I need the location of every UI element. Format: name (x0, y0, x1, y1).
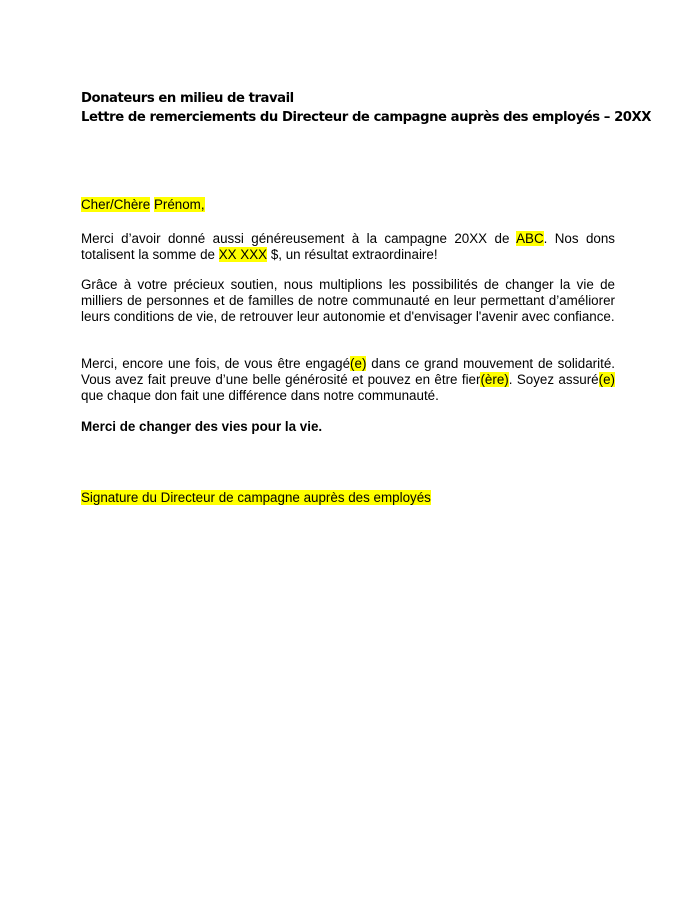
header-line-1: Donateurs en milieu de travail (81, 91, 294, 106)
paragraph1-text-a: Merci d’avoir donné aussi généreusement à la campagne 20XX de (81, 231, 517, 246)
paragraph1-text-c: $, un résultat extraordinaire! (267, 247, 438, 262)
salutation-greeting: Cher/Chère (81, 197, 151, 212)
gender-suffix-3: (e) (598, 372, 615, 387)
salutation (81, 197, 615, 213)
paragraph-impact: Grâce à votre précieux soutien, nous multiplions les possibilités de changer la vie de milliers de personnes et de familles de notre communauté en leur permettant d’améliorer leurs conditions de vie, de retrouver leur autonomie et d'envisager l'avenir avec confiance. (81, 277, 615, 324)
organization-placeholder: ABC (516, 231, 544, 246)
paragraph3-text-b: dans ce grand mouvement de solidarité. Vous avez fait preuve d’une belle générosité et pouvez en être fier (81, 356, 615, 387)
signature-line (81, 490, 615, 506)
salutation-name: Prénom, (153, 197, 205, 212)
paragraph3-text-d: que chaque don fait une différence dans notre communauté. (81, 388, 439, 403)
gender-suffix-2: (ère) (480, 372, 509, 387)
letter-header (81, 89, 651, 127)
header-line-2: Lettre de remerciements du Directeur de campagne auprès des employés – 20XX (81, 110, 651, 125)
gender-suffix-1: (e) (350, 356, 367, 371)
paragraph-thanks (81, 231, 615, 263)
paragraph3-text-a: Merci, encore une fois, de vous être engagé (81, 356, 351, 371)
paragraph1-text-b: . Nos dons totalisent la somme de (81, 231, 616, 262)
paragraph3-text-c: . Soyez assuré (508, 372, 599, 387)
paragraph-commitment (81, 356, 615, 404)
closing-line: Merci de changer des vies pour la vie. (81, 419, 323, 434)
amount-placeholder: XX XXX (218, 247, 268, 262)
signature-placeholder: Signature du Directeur de campagne auprès des employés (81, 490, 431, 505)
